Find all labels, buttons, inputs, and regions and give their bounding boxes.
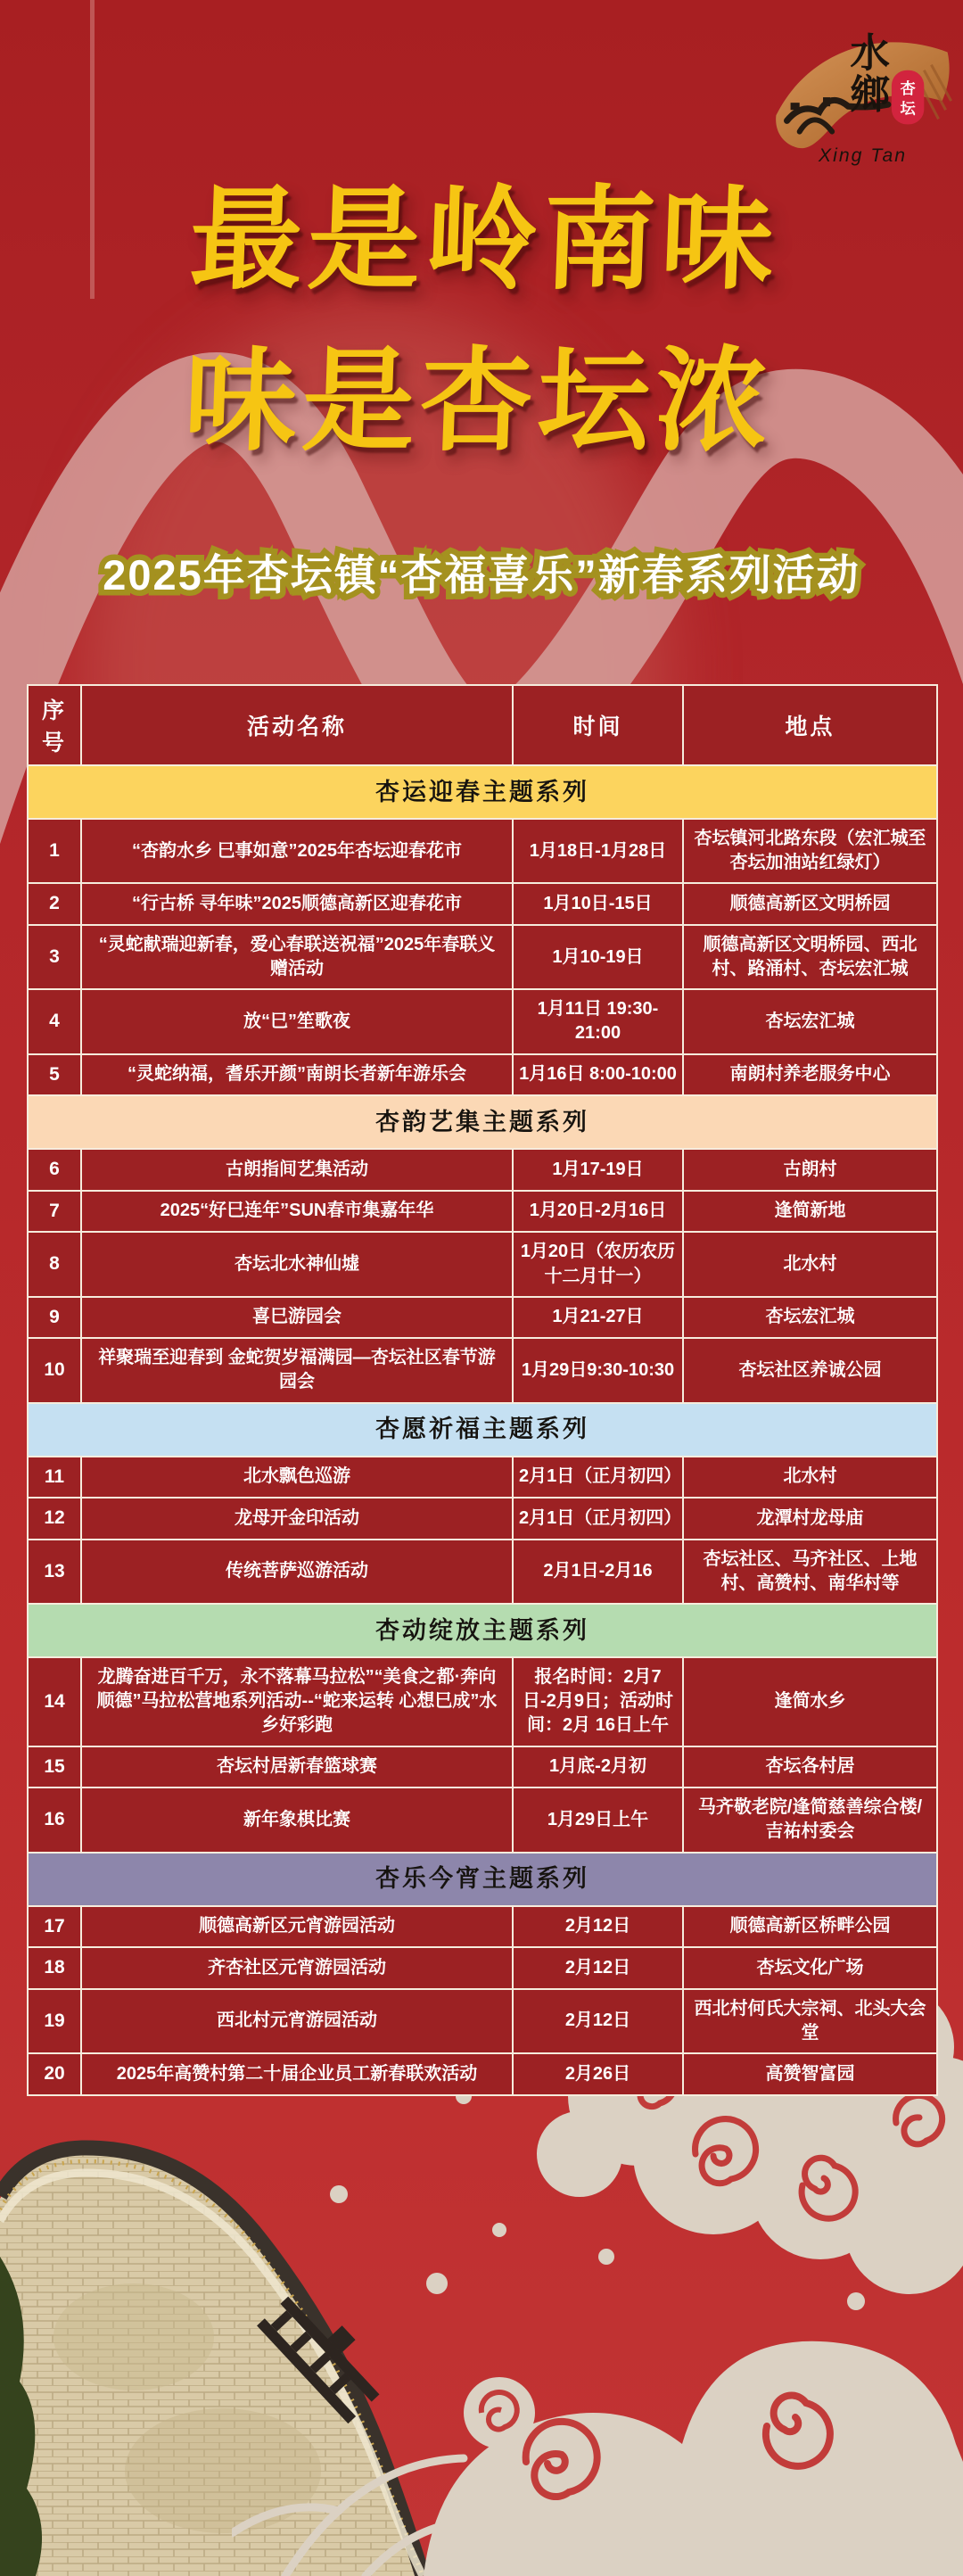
table-row <box>28 1746 937 1788</box>
event-place: 古朗村 <box>683 1149 937 1191</box>
event-place: 南朗村养老服务中心 <box>683 1054 937 1096</box>
event-no: 16 <box>28 1788 81 1852</box>
logo-char-shui: 水 <box>850 31 890 76</box>
event-time: 2月12日 <box>513 1906 683 1948</box>
event-name: 西北村元宵游园活动 <box>81 1989 513 2053</box>
event-name: 2025年高赞村第二十届企业员工新春联欢活动 <box>81 2053 513 2095</box>
event-name: 古朗指间艺集活动 <box>81 1149 513 1191</box>
event-time: 2月12日 <box>513 1989 683 2053</box>
table-row <box>28 1657 937 1746</box>
page-title <box>0 159 963 483</box>
event-no: 13 <box>28 1540 81 1604</box>
title-line1: 最是岭南味 <box>187 177 781 302</box>
col-header-place: 地点 <box>683 685 937 765</box>
event-no: 15 <box>28 1746 81 1788</box>
event-place: 顺德高新区文明桥园 <box>683 883 937 925</box>
event-place: 龙潭村龙母庙 <box>683 1498 937 1540</box>
wave-curl <box>464 2377 535 2448</box>
event-no: 9 <box>28 1297 81 1339</box>
banner <box>0 542 963 602</box>
event-no: 6 <box>28 1149 81 1191</box>
event-place: 杏坛各村居 <box>683 1746 937 1788</box>
event-no: 12 <box>28 1498 81 1540</box>
event-name: 龙腾奋进百千万，永不落幕马拉松”“美食之都·奔向顺德”马拉松营地系列活动--“蛇来运转 心想巳成”水乡好彩跑 <box>81 1657 513 1746</box>
event-place: 杏坛宏汇城 <box>683 989 937 1053</box>
event-no: 20 <box>28 2053 81 2095</box>
table-row <box>28 1149 937 1191</box>
table-header <box>28 685 937 765</box>
table-body <box>28 765 937 2095</box>
event-no: 10 <box>28 1338 81 1402</box>
event-name: “灵蛇献瑞迎新春，爱心春联送祝福”2025年春联义赠活动 <box>81 925 513 989</box>
table-row <box>28 989 937 1053</box>
table-row <box>28 1540 937 1604</box>
event-place: 逢简新地 <box>683 1191 937 1233</box>
table-row <box>28 1906 937 1948</box>
table-row <box>28 1947 937 1989</box>
event-time: 2月1日-2月16 <box>513 1540 683 1604</box>
event-place: 杏坛文化广场 <box>683 1947 937 1989</box>
table-row <box>28 883 937 925</box>
section-band-row <box>28 1403 937 1457</box>
event-place: 高赞智富园 <box>683 2053 937 2095</box>
event-name: 2025“好巳连年”SUN春市集嘉年华 <box>81 1191 513 1233</box>
event-no: 4 <box>28 989 81 1053</box>
title-line2: 味是杏坛浓 <box>182 338 776 465</box>
table-row <box>28 1457 937 1499</box>
event-time: 1月16日 8:00-10:00 <box>513 1054 683 1096</box>
wall-mottle <box>54 2283 214 2390</box>
table-row <box>28 1498 937 1540</box>
event-place: 顺德高新区文明桥园、西北村、路涌村、杏坛宏汇城 <box>683 925 937 989</box>
table-row <box>28 1338 937 1402</box>
section-band-row <box>28 1853 937 1906</box>
seal-char-1: 杏 <box>900 79 916 98</box>
event-no: 2 <box>28 883 81 925</box>
event-time: 1月29日9:30-10:30 <box>513 1338 683 1402</box>
event-no: 11 <box>28 1457 81 1499</box>
event-no: 7 <box>28 1191 81 1233</box>
event-place: 马齐敬老院/逢简慈善综合楼/吉祐村委会 <box>683 1788 937 1852</box>
section-band-row <box>28 1095 937 1149</box>
table-row <box>28 1788 937 1852</box>
event-place: 杏坛宏汇城 <box>683 1297 937 1339</box>
section-band-row <box>28 1604 937 1657</box>
event-name: 传统菩萨巡游活动 <box>81 1540 513 1604</box>
col-header-name: 活动名称 <box>81 685 513 765</box>
logo-char-xiang: 鄉 <box>850 73 890 118</box>
event-name: 龙母开金印活动 <box>81 1498 513 1540</box>
wave-mass <box>424 2341 963 2576</box>
events-table <box>27 684 938 2096</box>
event-place: 顺德高新区桥畔公园 <box>683 1906 937 1948</box>
event-name: 放“巳”笙歌夜 <box>81 989 513 1053</box>
banner-text: 2025年杏坛镇“杏福喜乐”新春系列活动 2025年杏坛镇“杏福喜乐”新春系列活动 <box>103 542 860 602</box>
event-time: 1月18日-1月28日 <box>513 819 683 883</box>
logo-romanized: Xing Tan <box>818 144 908 166</box>
event-place: 杏坛镇河北路东段（宏汇城至杏坛加油站红绿灯） <box>683 819 937 883</box>
event-no: 5 <box>28 1054 81 1096</box>
section-band: 杏运迎春主题系列 <box>28 765 937 819</box>
event-name: 祥聚瑞至迎春到 金蛇贺岁福满园—杏坛社区春节游园会 <box>81 1338 513 1402</box>
section-band: 杏乐今宵主题系列 <box>28 1853 937 1906</box>
event-place: 杏坛社区、马齐社区、上地村、高赞村、南华村等 <box>683 1540 937 1604</box>
event-name: 杏坛北水神仙墟 <box>81 1232 513 1296</box>
event-time: 1月29日上午 <box>513 1788 683 1852</box>
event-no: 1 <box>28 819 81 883</box>
seal-char-2: 坛 <box>900 99 916 118</box>
event-time: 1月20日（农历农历十二月廿一） <box>513 1232 683 1296</box>
table-row <box>28 1989 937 2053</box>
event-time: 1月10-19日 <box>513 925 683 989</box>
table-row <box>28 925 937 989</box>
event-time: 2月1日（正月初四） <box>513 1498 683 1540</box>
table-row <box>28 1232 937 1296</box>
event-time: 1月21-27日 <box>513 1297 683 1339</box>
event-name: “杏韵水乡 巳事如意”2025年杏坛迎春花市 <box>81 819 513 883</box>
event-name: 喜巳游园会 <box>81 1297 513 1339</box>
event-time: 2月1日（正月初四） <box>513 1457 683 1499</box>
header-row <box>28 685 937 765</box>
section-band: 杏韵艺集主题系列 <box>28 1095 937 1149</box>
section-band: 杏动绽放主题系列 <box>28 1604 937 1657</box>
event-name: 新年象棋比赛 <box>81 1788 513 1852</box>
event-time: 1月10日-15日 <box>513 883 683 925</box>
event-time: 1月底-2月初 <box>513 1746 683 1788</box>
section-band-row <box>28 765 937 819</box>
table-row <box>28 1297 937 1339</box>
event-name: 杏坛村居新春篮球赛 <box>81 1746 513 1788</box>
event-no: 3 <box>28 925 81 989</box>
xingtan-logo <box>763 14 958 168</box>
table-row <box>28 819 937 883</box>
event-no: 18 <box>28 1947 81 1989</box>
table-row <box>28 1191 937 1233</box>
event-time: 1月17-19日 <box>513 1149 683 1191</box>
event-time: 2月12日 <box>513 1947 683 1989</box>
event-name: 顺德高新区元宵游园活动 <box>81 1906 513 1948</box>
event-time: 2月26日 <box>513 2053 683 2095</box>
event-name: 齐杏社区元宵游园活动 <box>81 1947 513 1989</box>
section-band: 杏愿祈福主题系列 <box>28 1403 937 1457</box>
event-place: 北水村 <box>683 1232 937 1296</box>
event-name: 北水飘色巡游 <box>81 1457 513 1499</box>
event-name: “行古桥 寻年味”2025顺德高新区迎春花市 <box>81 883 513 925</box>
event-no: 17 <box>28 1906 81 1948</box>
event-place: 西北村何氏大宗祠、北头大会堂 <box>683 1989 937 2053</box>
col-header-time: 时间 <box>513 685 683 765</box>
event-time: 1月20日-2月16日 <box>513 1191 683 1233</box>
red-seal <box>892 70 924 125</box>
col-header-no: 序号 <box>28 685 81 765</box>
event-name: “灵蛇纳福，耆乐开颜”南朗长者新年游乐会 <box>81 1054 513 1096</box>
event-place: 逢简水乡 <box>683 1657 937 1746</box>
event-no: 19 <box>28 1989 81 2053</box>
event-no: 14 <box>28 1657 81 1746</box>
table-row <box>28 1054 937 1096</box>
table-row <box>28 2053 937 2095</box>
event-time: 报名时间：2月7日-2月9日；活动时间：2月 16日上午 <box>513 1657 683 1746</box>
event-place: 北水村 <box>683 1457 937 1499</box>
event-no: 8 <box>28 1232 81 1296</box>
event-place: 杏坛社区养诚公园 <box>683 1338 937 1402</box>
event-time: 1月11日 19:30-21:00 <box>513 989 683 1053</box>
